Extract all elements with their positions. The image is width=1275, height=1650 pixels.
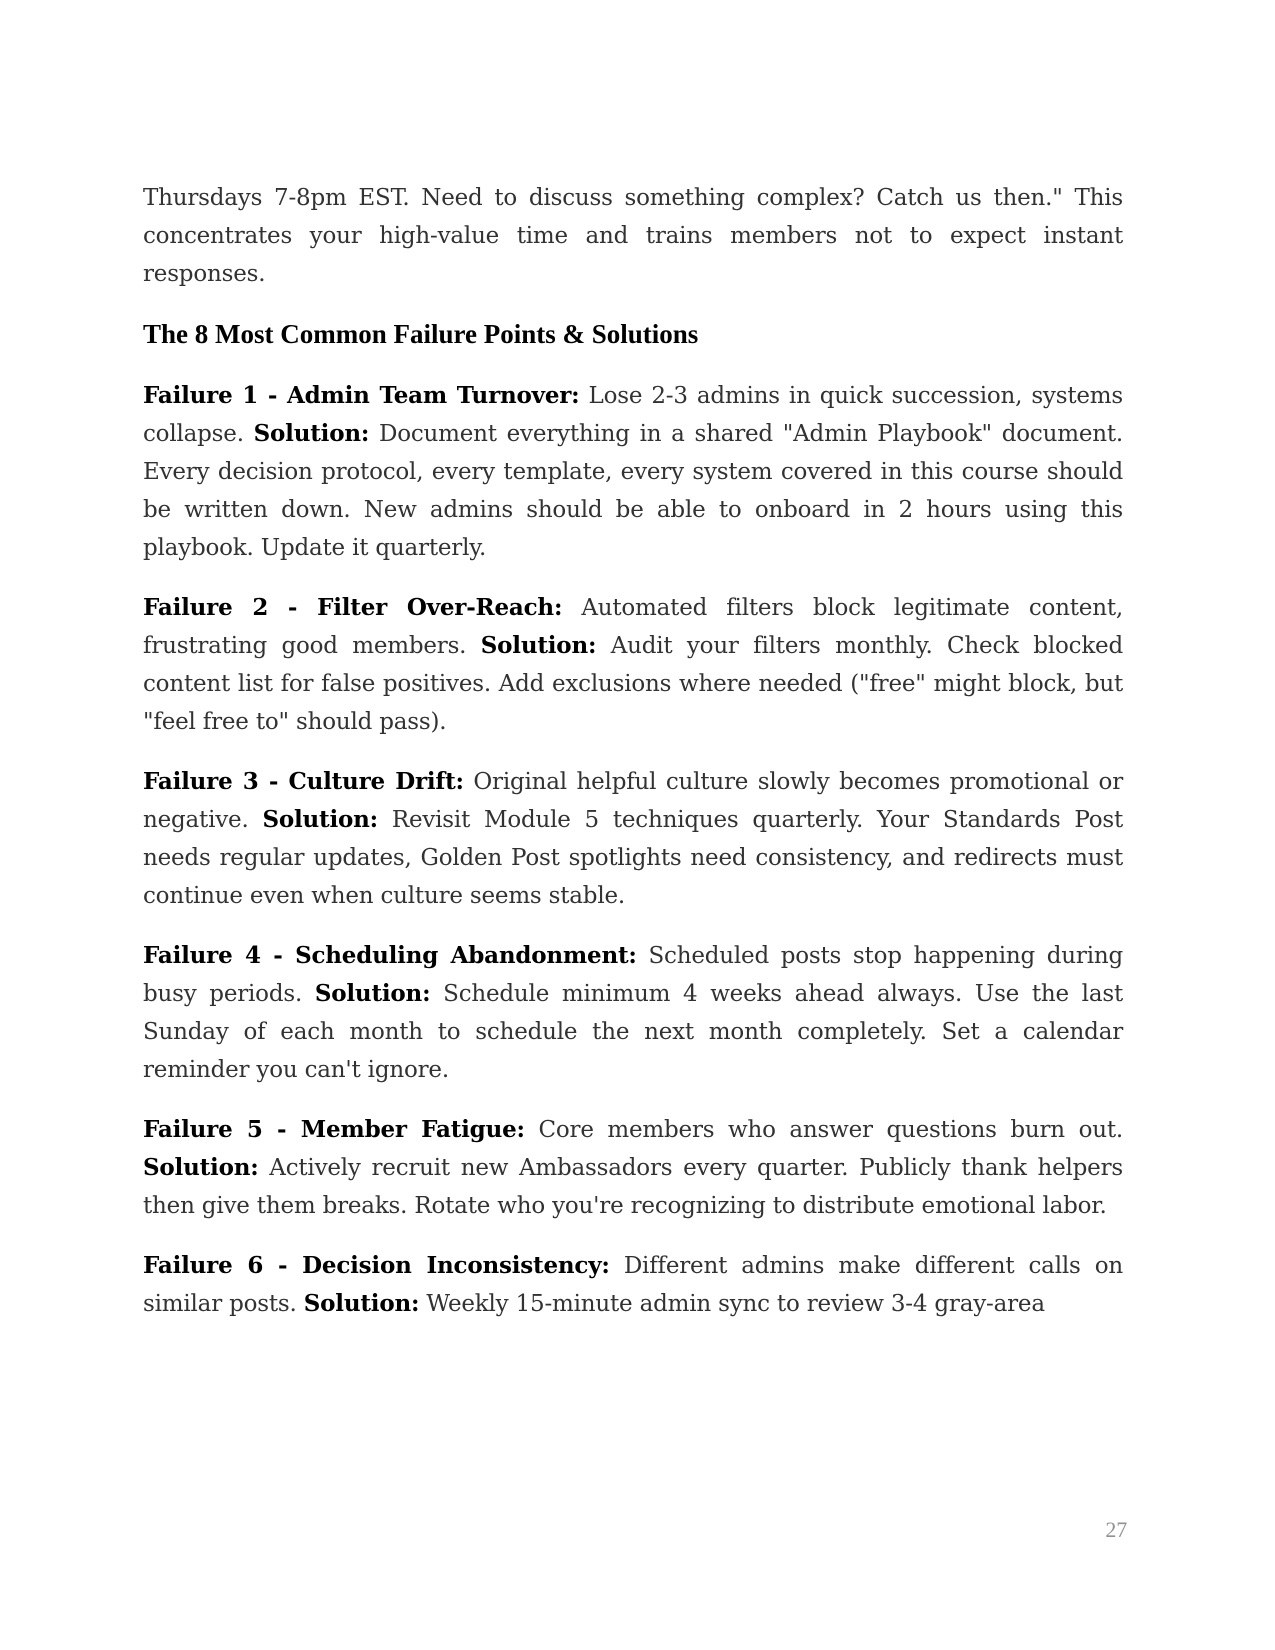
failure-2-solution-label: Solution: (480, 632, 597, 659)
failure-6-solution: Weekly 15-minute admin sync to review 3-4 gray-area (419, 1291, 1045, 1317)
failure-5-solution-label: Solution: (143, 1154, 259, 1181)
intro-paragraph (143, 179, 1123, 293)
failure-1-paragraph (143, 377, 1123, 567)
failure-5-problem: Core members who answer questions burn out. (524, 1117, 1123, 1143)
section-heading: The 8 Most Common Failure Points & Solutions (143, 319, 699, 349)
failure-3-label: Failure 3 - Culture Drift: (143, 768, 464, 795)
failure-6-paragraph (143, 1247, 1123, 1323)
failure-6-solution-label: Solution: (303, 1290, 420, 1317)
failure-1-solution-label: Solution: (253, 420, 370, 447)
failure-4-solution-label: Solution: (314, 980, 431, 1007)
failure-3-solution-label: Solution: (262, 806, 378, 833)
failure-6-label: Failure 6 - Decision Inconsistency: (143, 1252, 610, 1279)
failure-5-solution: Actively recruit new Ambassadors every quarter. Publicly thank helpers then give them breaks. Rotate who you're recognizing to distribute emotional labor. (143, 1155, 1123, 1219)
failure-2-paragraph (143, 589, 1123, 741)
failure-2-label: Failure 2 - Filter Over-Reach: (143, 594, 563, 621)
intro-text: Thursdays 7-8pm EST. Need to discuss something complex? Catch us then." This concentrates your high-value time and trains members not to expect instant responses. (143, 185, 1123, 287)
failure-1-label: Failure 1 - Admin Team Turnover: (143, 382, 580, 409)
failure-4-problem: Scheduled posts stop happening during busy periods. (143, 943, 1123, 1007)
failure-1-solution: Document everything in a shared "Admin Playbook" document. Every decision protocol, every template, every system covered in this course should be written down. New admins should be able to onboard in 2 hours using this playbook. Update it quarterly. (143, 421, 1123, 561)
failure-4-label: Failure 4 - Scheduling Abandonment: (143, 942, 637, 969)
failure-5-paragraph (143, 1111, 1123, 1225)
failure-2-solution: Audit your filters monthly. Check blocked content list for false positives. Add exclusions where needed ("free" might block, but "feel free to" should pass). (143, 633, 1123, 735)
failure-1-problem: Lose 2-3 admins in quick succession, systems collapse. (143, 383, 1123, 447)
failure-4-solution: Schedule minimum 4 weeks ahead always. Use the last Sunday of each month to schedule the next month completely. Set a calendar reminder you can't ignore. (143, 981, 1123, 1083)
failure-4-paragraph (143, 937, 1123, 1089)
failure-3-paragraph (143, 763, 1123, 915)
page-number: 27 (1105, 1517, 1127, 1542)
failure-5-label: Failure 5 - Member Fatigue: (143, 1116, 525, 1143)
failure-6-problem: Different admins make different calls on similar posts. (143, 1253, 1124, 1317)
failure-2-problem: Automated filters block legitimate content, frustrating good members. (143, 595, 1123, 659)
failure-3-problem: Original helpful culture slowly becomes promotional or negative. (143, 769, 1123, 833)
failure-3-solution: Revisit Module 5 techniques quarterly. Your Standards Post needs regular updates, Golden Post spotlights need consistency, and redirects must continue even when culture seems stable. (143, 807, 1123, 909)
